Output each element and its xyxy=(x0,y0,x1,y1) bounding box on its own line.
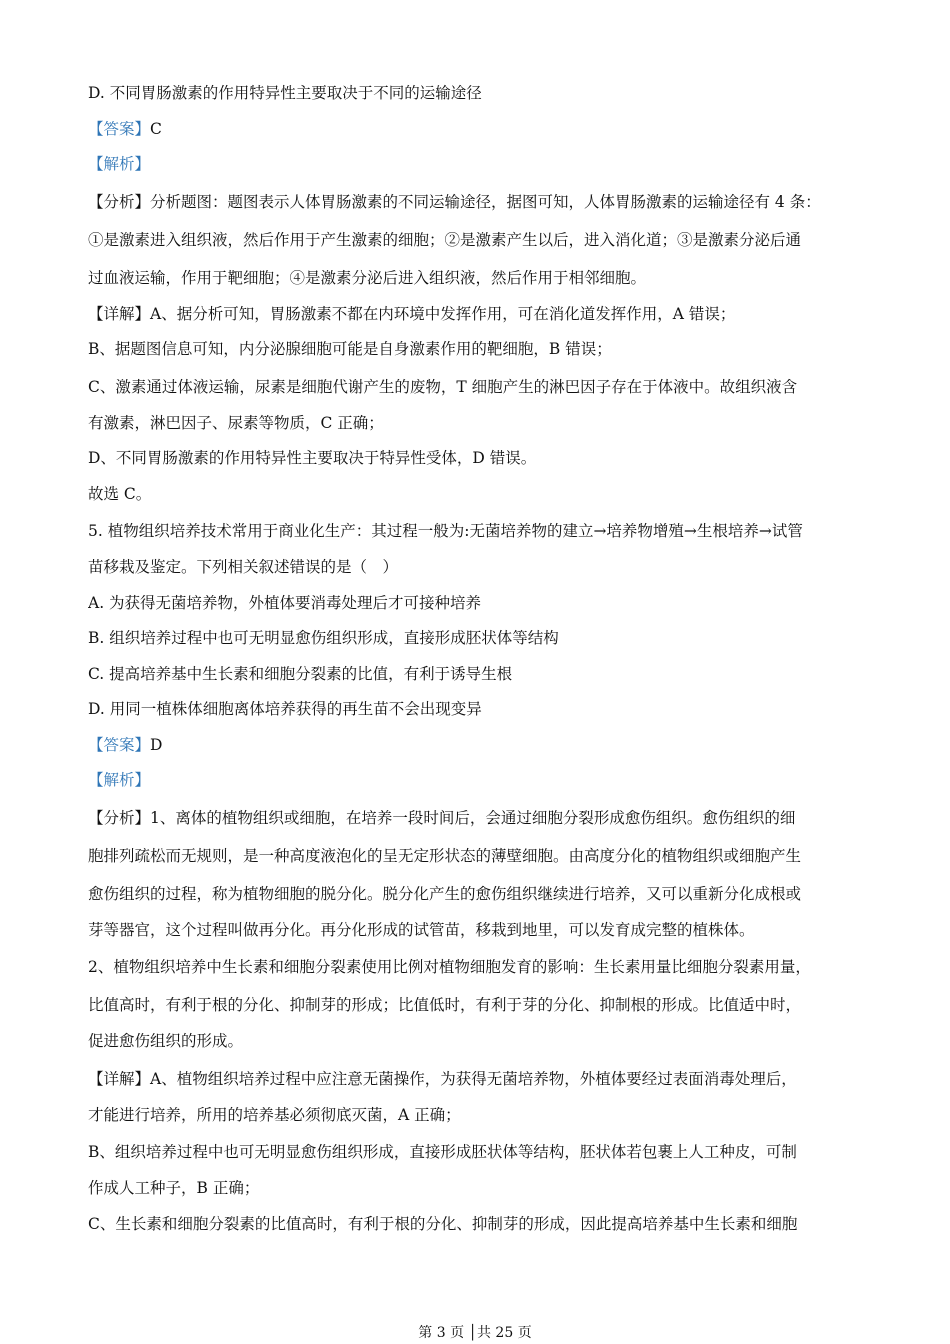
answer-line: 【答案】C xyxy=(88,119,162,138)
option-c: C. 提高培养基中生长素和细胞分裂素的比值，有利于诱导生根 xyxy=(88,664,513,683)
text-line: B、组织培养过程中也可无明显愈伤组织形成，直接形成胚状体等结构，胚状体若包裹上人工种皮，可制 xyxy=(88,1143,797,1161)
analysis-tag: 【解析】 xyxy=(88,155,151,173)
option-a: A. 为获得无菌培养物，外植体要消毒处理后才可接种培养 xyxy=(88,593,482,612)
text-line: 芽等器官，这个过程叫做再分化。再分化形成的试管苗，移栽到地里，可以发育成完整的植株体。 xyxy=(88,920,755,939)
text-line: 【分析】分析题图：题图表示人体胃肠激素的不同运输途径，据图可知，人体胃肠激素的运输途径有 4 条： xyxy=(88,192,821,211)
text-line: 胞排列疏松而无规则，是一种高度液泡化的呈无定形状态的薄壁细胞。由高度分化的植物组织或细胞产生 xyxy=(88,846,802,865)
text-line: B、据题图信息可知，内分泌腺细胞可能是自身激素作用的靶细胞，B 错误； xyxy=(88,340,612,358)
text-line: 比值高时，有利于根的分化、抑制芽的形成；比值低时，有利于芽的分化、抑制根的形成。比值适中时， xyxy=(88,996,802,1014)
text-line: 愈伤组织的过程，称为植物细胞的脱分化。脱分化产生的愈伤组织继续进行培养，又可以重新分化成根或 xyxy=(88,884,802,903)
text-line: 故选 C。 xyxy=(88,484,152,503)
text-line: D、不同胃肠激素的作用特异性主要取决于特异性受体，D 错误。 xyxy=(88,449,537,467)
question-line: 苗移栽及鉴定。下列相关叙述错误的是（ ） xyxy=(88,558,399,576)
text-line: C、激素通过体液运输，尿素是细胞代谢产生的废物，T 细胞产生的淋巴因子存在于体液中。故组织液含 xyxy=(88,377,798,396)
answer-tag: 【答案】 xyxy=(88,735,151,754)
analysis-header xyxy=(88,147,878,183)
text-line: 作成人工种子，B 正确； xyxy=(88,1179,260,1197)
text-line: 【详解】A、据分析可知，胃肠激素不都在内环境中发挥作用，可在消化道发挥作用，A 错误； xyxy=(88,304,736,323)
text-line: 过血液运输，作用于靶细胞；④是激素分泌后进入组织液，然后作用于相邻细胞。 xyxy=(88,268,647,287)
text-line: D. 不同胃肠激素的作用特异性主要取决于不同的运输途径 xyxy=(88,84,482,102)
analysis-header xyxy=(88,763,878,799)
text-line: ①是激素进入组织液，然后作用于产生激素的细胞；②是激素产生以后，进入消化道；③是激素分泌后通 xyxy=(88,230,802,249)
option-b: B. 组织培养过程中也可无明显愈伤组织形成，直接形成胚状体等结构 xyxy=(88,629,559,647)
text-line: C、生长素和细胞分裂素的比值高时，有利于根的分化、抑制芽的形成，因此提高培养基中生长素和细胞 xyxy=(88,1214,798,1233)
text-line: 【分析】1、离体的植物组织或细胞，在培养一段时间后，会通过细胞分裂形成愈伤组织。愈伤组织的细 xyxy=(88,808,796,827)
document-body xyxy=(88,76,878,1242)
text-line: 才能进行培养，所用的培养基必须彻底灭菌，A 正确； xyxy=(88,1105,461,1124)
text-line: 有激素，淋巴因子、尿素等物质，C 正确； xyxy=(88,413,384,432)
answer-line: 【答案】D xyxy=(88,735,163,754)
text-line: 促进愈伤组织的形成。 xyxy=(88,1032,244,1050)
page-footer: 第 3 页 │共 25 页 xyxy=(418,1325,532,1341)
text-line: 【详解】A、植物组织培养过程中应注意无菌操作，为获得无菌培养物，外植体要经过表面消毒处理后， xyxy=(88,1069,797,1088)
text-line: 2、植物组织培养中生长素和细胞分裂素使用比例对植物细胞发育的影响：生长素用量比细胞分裂素用量， xyxy=(88,958,811,976)
option-d: D. 用同一植株体细胞离体培养获得的再生苗不会出现变异 xyxy=(88,700,482,718)
answer-tag: 【答案】 xyxy=(88,119,151,138)
question-line: 5. 植物组织培养技术常用于商业化生产：其过程一般为:无菌培养物的建立→培养物增殖→生根培养→试管 xyxy=(88,522,803,540)
analysis-tag: 【解析】 xyxy=(88,771,151,789)
